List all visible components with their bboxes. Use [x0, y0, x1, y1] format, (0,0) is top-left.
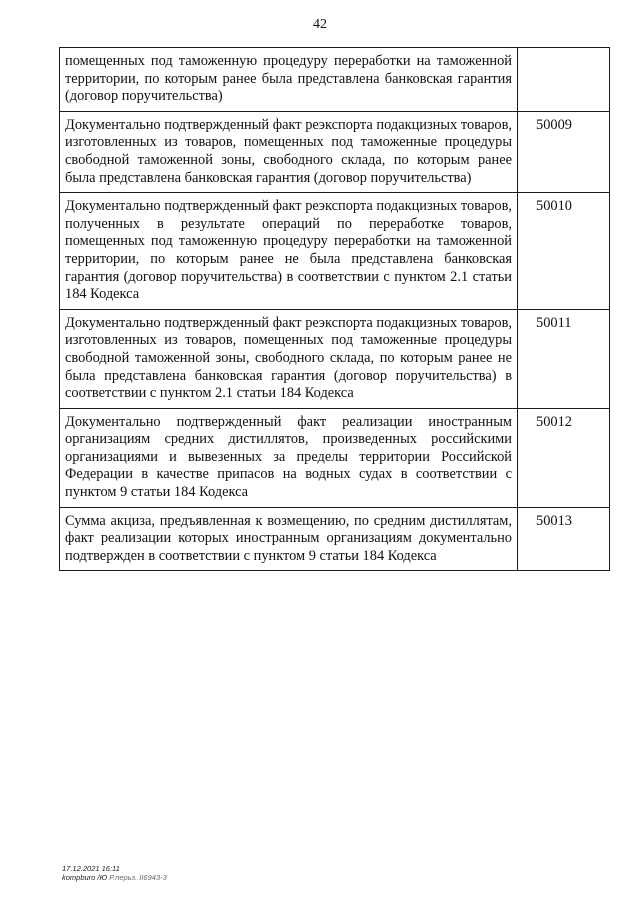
row-code [518, 48, 610, 112]
footer-datetime: 17.12.2021 16:11 [62, 864, 120, 873]
table-row [60, 408, 610, 507]
table-row [60, 111, 610, 192]
footer-stamp: Р.перьз. II6943-3 [109, 873, 167, 882]
row-description: Сумма акциза, предъявленная к возмещению, по средним дистиллятам, факт реализации которых иностранным организациям документально подтвержден в соответствии с пунктом 9 статьи 184 Кодекса [60, 507, 518, 571]
row-description: Документально подтвержденный факт реэкспорта подакцизных товаров, полученных в результате операций по переработке товаров, помещенных под таможенную процедуру переработки на таможенной территории, по которым ранее не была представлена банковская гарантия (договор поручительства) в соответствии с пунктом 2.1 статьи 184 Кодекса [60, 193, 518, 310]
table-row [60, 193, 610, 310]
row-description: Документально подтвержденный факт реэкспорта подакцизных товаров, изготовленных из товаров, помещенных под таможенные процедуры свободной таможенной зоны, свободного склада, по которым ранее не была представлена банковская гарантия (договор поручительства) в соответствии с пунктом 2.1 статьи 184 Кодекса [60, 309, 518, 408]
row-code: 50012 [518, 408, 610, 507]
row-description: помещенных под таможенную процедуру переработки на таможенной территории, по которым ранее была представлена банковская гарантия (договор поручительства) [60, 48, 518, 112]
row-description: Документально подтвержденный факт реэкспорта подакцизных товаров, изготовленных из товаров, помещенных под таможенные процедуры свободной таможенной зоны, свободного склада, по которым ранее была представлена банковская гарантия (договор поручительства) [60, 111, 518, 192]
page-number: 42 [313, 17, 327, 32]
print-footer [62, 864, 167, 882]
row-code: 50011 [518, 309, 610, 408]
codes-table [59, 47, 610, 571]
footer-source: kompburo /Ю [62, 873, 108, 882]
table-row [60, 309, 610, 408]
row-code: 50009 [518, 111, 610, 192]
table-row [60, 507, 610, 571]
table-row [60, 48, 610, 112]
row-code: 50010 [518, 193, 610, 310]
row-code: 50013 [518, 507, 610, 571]
row-description: Документально подтвержденный факт реализации иностранным организациям средних дистиллятов, произведенных российскими организациями и вывезенных за пределы территории Российской Федерации в качестве припасов на водных судах в соответствии с пунктом 9 статьи 184 Кодекса [60, 408, 518, 507]
footer-source-line [62, 873, 167, 882]
